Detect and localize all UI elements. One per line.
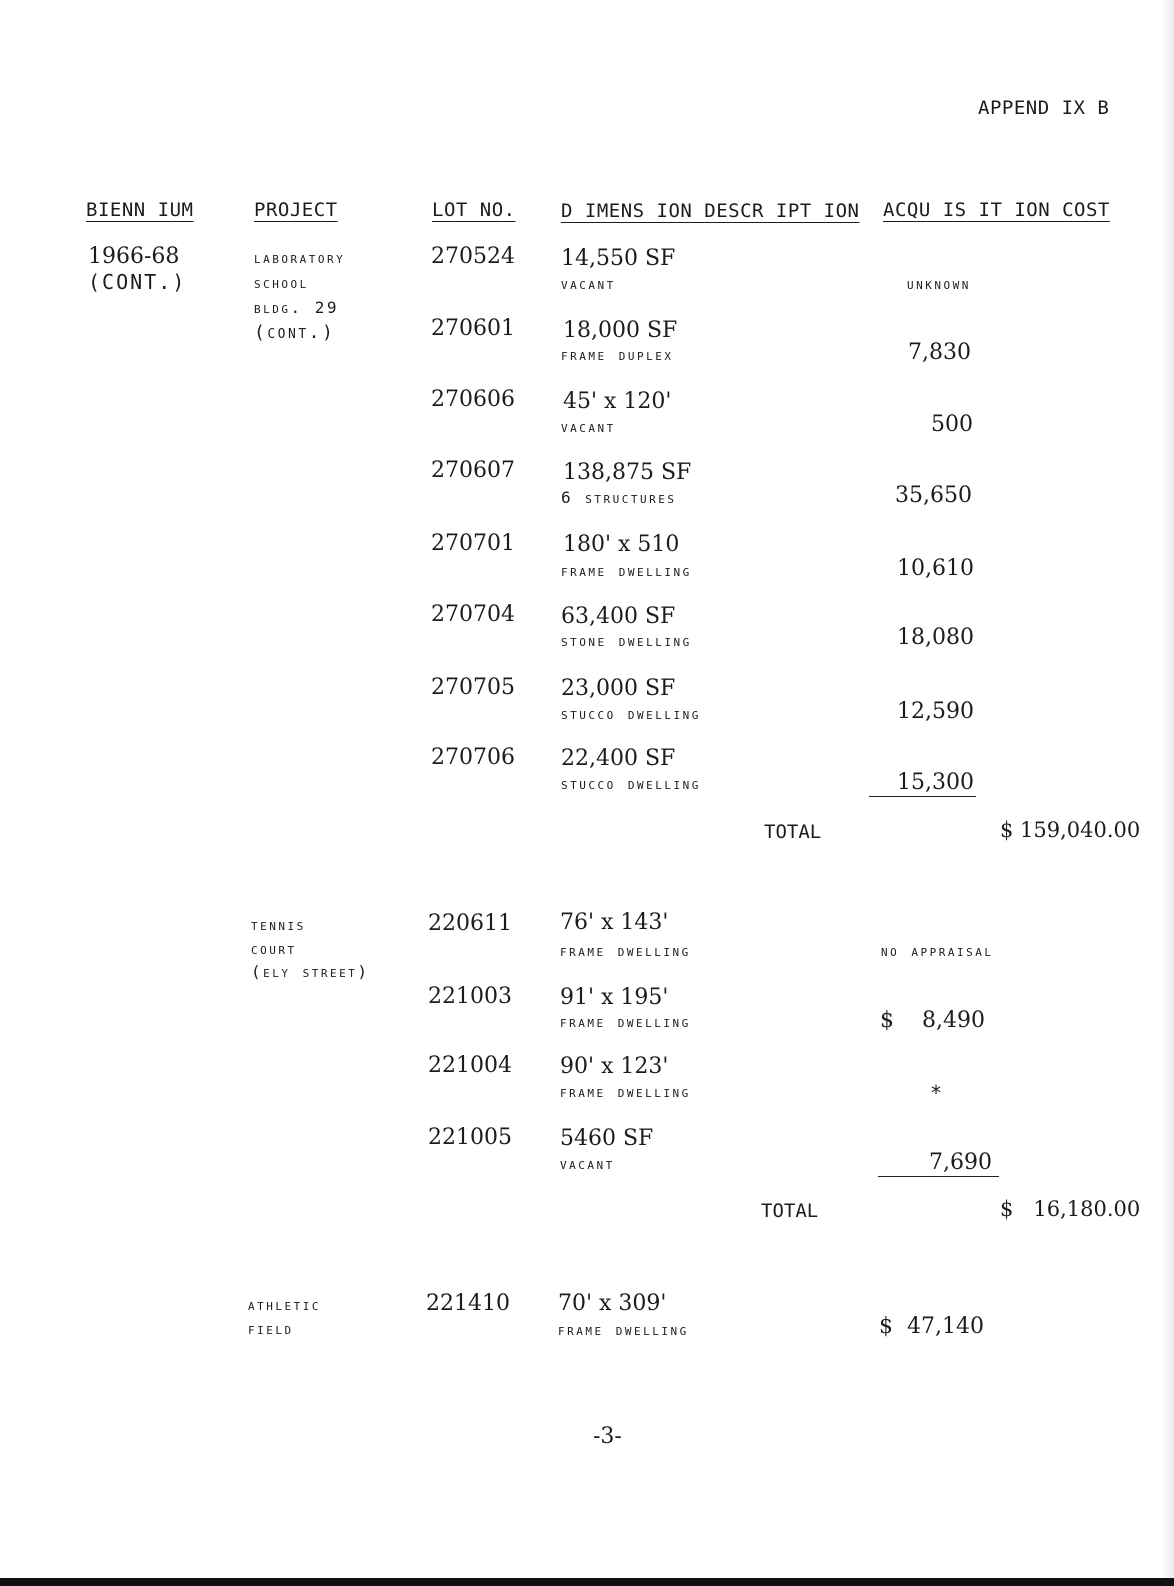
page-edge-shadow xyxy=(1160,0,1174,1586)
acquisition-cost: 35,650 xyxy=(895,483,972,508)
lot-number: 221005 xyxy=(428,1125,512,1150)
dimension-description: frame dwelling xyxy=(560,1082,691,1101)
acquisition-cost: no appraisal xyxy=(881,941,994,960)
dimension-value: 18,000 SF xyxy=(563,318,678,343)
dimension-value: 45' x 120' xyxy=(563,389,672,414)
lot-number: 270524 xyxy=(431,244,515,269)
dimension-value: 5460 SF xyxy=(560,1126,654,1151)
acquisition-cost: 12,590 xyxy=(897,699,974,724)
dimension-description: stucco dwelling xyxy=(561,704,701,723)
appendix-label: APPEND IX B xyxy=(978,97,1110,119)
total-value: $ 16,180.00 xyxy=(1000,1197,1141,1221)
column-header-cost: ACQU IS IT ION COST xyxy=(883,199,1110,221)
total-label: TOTAL xyxy=(761,1200,819,1222)
acquisition-cost: 500 xyxy=(931,412,973,437)
dimension-description: vacant xyxy=(561,274,616,293)
subtotal-rule xyxy=(878,1176,999,1177)
project-line: athletic xyxy=(248,1295,321,1314)
scan-bottom-edge xyxy=(0,1578,1174,1586)
lot-number: 270705 xyxy=(431,675,515,700)
project-line: school xyxy=(254,273,309,292)
column-header-project: PROJECT xyxy=(254,199,338,221)
dimension-description: 6 structures xyxy=(561,488,677,507)
biennium-cont: (CONT.) xyxy=(88,270,187,294)
column-header-lot: LOT NO. xyxy=(432,199,516,221)
dimension-description: vacant xyxy=(560,1154,615,1173)
lot-number: 270704 xyxy=(431,602,515,627)
project-line: field xyxy=(248,1319,294,1338)
dimension-description: stone dwelling xyxy=(561,631,692,650)
dimension-value: 138,875 SF xyxy=(563,460,692,485)
lot-number: 221004 xyxy=(428,1053,512,1078)
dimension-value: 70' x 309' xyxy=(558,1291,667,1316)
lot-number: 221410 xyxy=(426,1291,510,1316)
lot-number: 270606 xyxy=(431,387,515,412)
dimension-description: frame dwelling xyxy=(561,561,692,580)
lot-number: 270601 xyxy=(431,316,515,341)
acquisition-cost: 10,610 xyxy=(897,556,974,581)
column-header-biennium: BIENN IUM xyxy=(86,199,194,221)
total-label: TOTAL xyxy=(764,821,822,843)
acquisition-cost: $ 47,140 xyxy=(879,1314,984,1339)
acquisition-cost: 7,690 xyxy=(929,1150,992,1175)
dimension-value: 63,400 SF xyxy=(561,604,676,629)
dimension-value: 22,400 SF xyxy=(561,746,676,771)
project-line: (cont.) xyxy=(254,322,336,343)
column-header-dimension: D IMENS ION DESCR IPT ION xyxy=(561,200,860,222)
dimension-value: 23,000 SF xyxy=(561,676,676,701)
dimension-value: 90' x 123' xyxy=(560,1054,669,1079)
dimension-description: frame dwelling xyxy=(558,1320,689,1339)
dimension-value: 14,550 SF xyxy=(561,246,676,271)
lot-number: 220611 xyxy=(428,911,512,936)
project-line: tennis xyxy=(251,915,306,934)
biennium-value: 1966-68 xyxy=(88,244,180,269)
project-line: bldg. 29 xyxy=(254,298,340,317)
acquisition-cost: unknown xyxy=(907,274,971,293)
dimension-description: frame duplex xyxy=(561,345,674,364)
acquisition-cost: 15,300 xyxy=(897,770,974,795)
dimension-value: 91' x 195' xyxy=(560,985,669,1010)
lot-number: 270701 xyxy=(431,531,515,556)
lot-number: 270706 xyxy=(431,745,515,770)
project-line: laboratory xyxy=(254,248,346,267)
acquisition-cost: $ 8,490 xyxy=(880,1008,985,1033)
lot-number: 270607 xyxy=(431,458,515,483)
dimension-value: 180' x 510 xyxy=(563,532,680,557)
dimension-description: vacant xyxy=(561,417,616,436)
project-line: court xyxy=(251,939,297,958)
dimension-description: frame dwelling xyxy=(560,941,691,960)
lot-number: 221003 xyxy=(428,984,512,1009)
page-number: -3- xyxy=(593,1424,622,1449)
dimension-value: 76' x 143' xyxy=(560,910,669,935)
project-line: (ely street) xyxy=(251,962,370,981)
subtotal-rule xyxy=(869,796,976,797)
acquisition-cost: * xyxy=(930,1081,943,1105)
acquisition-cost: 7,830 xyxy=(908,340,971,365)
acquisition-cost: 18,080 xyxy=(897,625,974,650)
dimension-description: stucco dwelling xyxy=(561,774,701,793)
dimension-description: frame dwelling xyxy=(560,1012,691,1031)
total-value: $ 159,040.00 xyxy=(1000,818,1141,842)
